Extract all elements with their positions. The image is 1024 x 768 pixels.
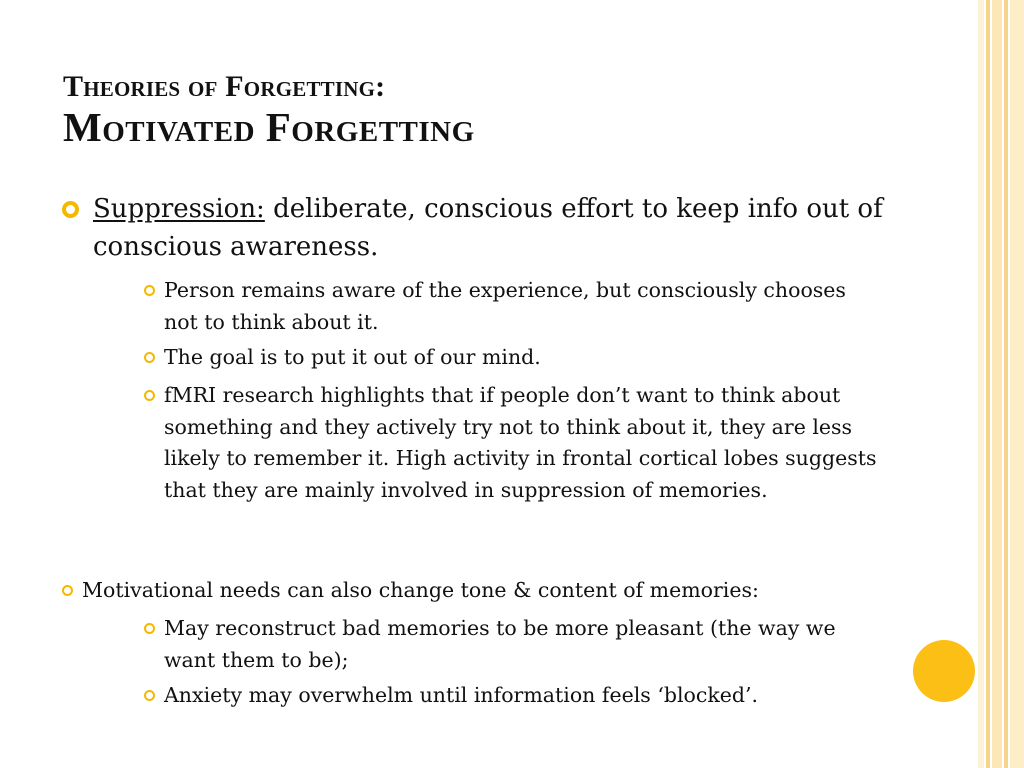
decorative-circle: [913, 640, 975, 702]
bullet-suppression: [93, 190, 883, 266]
sub-bullet: May reconstruct bad memories to be more pleasant (the way we want them to be);: [164, 616, 836, 672]
bullet-icon: [144, 390, 155, 401]
sub-bullet: Anxiety may overwhelm until information feels ‘blocked’.: [164, 683, 759, 707]
bullet-icon: [62, 201, 79, 218]
term-suppression: Suppression:: [93, 194, 265, 224]
title-line-2: Motivated Forgetting: [63, 104, 475, 150]
bullet-icon: [144, 690, 155, 701]
sub-bullet: Person remains aware of the experience, but consciously chooses not to think about it.: [164, 278, 846, 334]
bullet-icon: [144, 352, 155, 363]
bullet-icon: [144, 623, 155, 634]
bullet-icon: [144, 285, 155, 296]
sub-bullet: fMRI research highlights that if people don’t want to think about something and they actively try not to think about it, they are less likely to remember it. High activity in frontal cortical lobes suggests that they are mainly involved in suppression of memories.: [164, 383, 877, 502]
bullet-icon: [62, 585, 73, 596]
bullet-motivational-needs: Motivational needs can also change tone & content of memories:: [82, 578, 759, 602]
bullet-text: deliberate, conscious effort to keep info out of conscious awareness.: [93, 194, 883, 262]
title-line-1: Theories of Forgetting:: [63, 70, 386, 103]
sub-bullet: The goal is to put it out of our mind.: [164, 345, 541, 369]
